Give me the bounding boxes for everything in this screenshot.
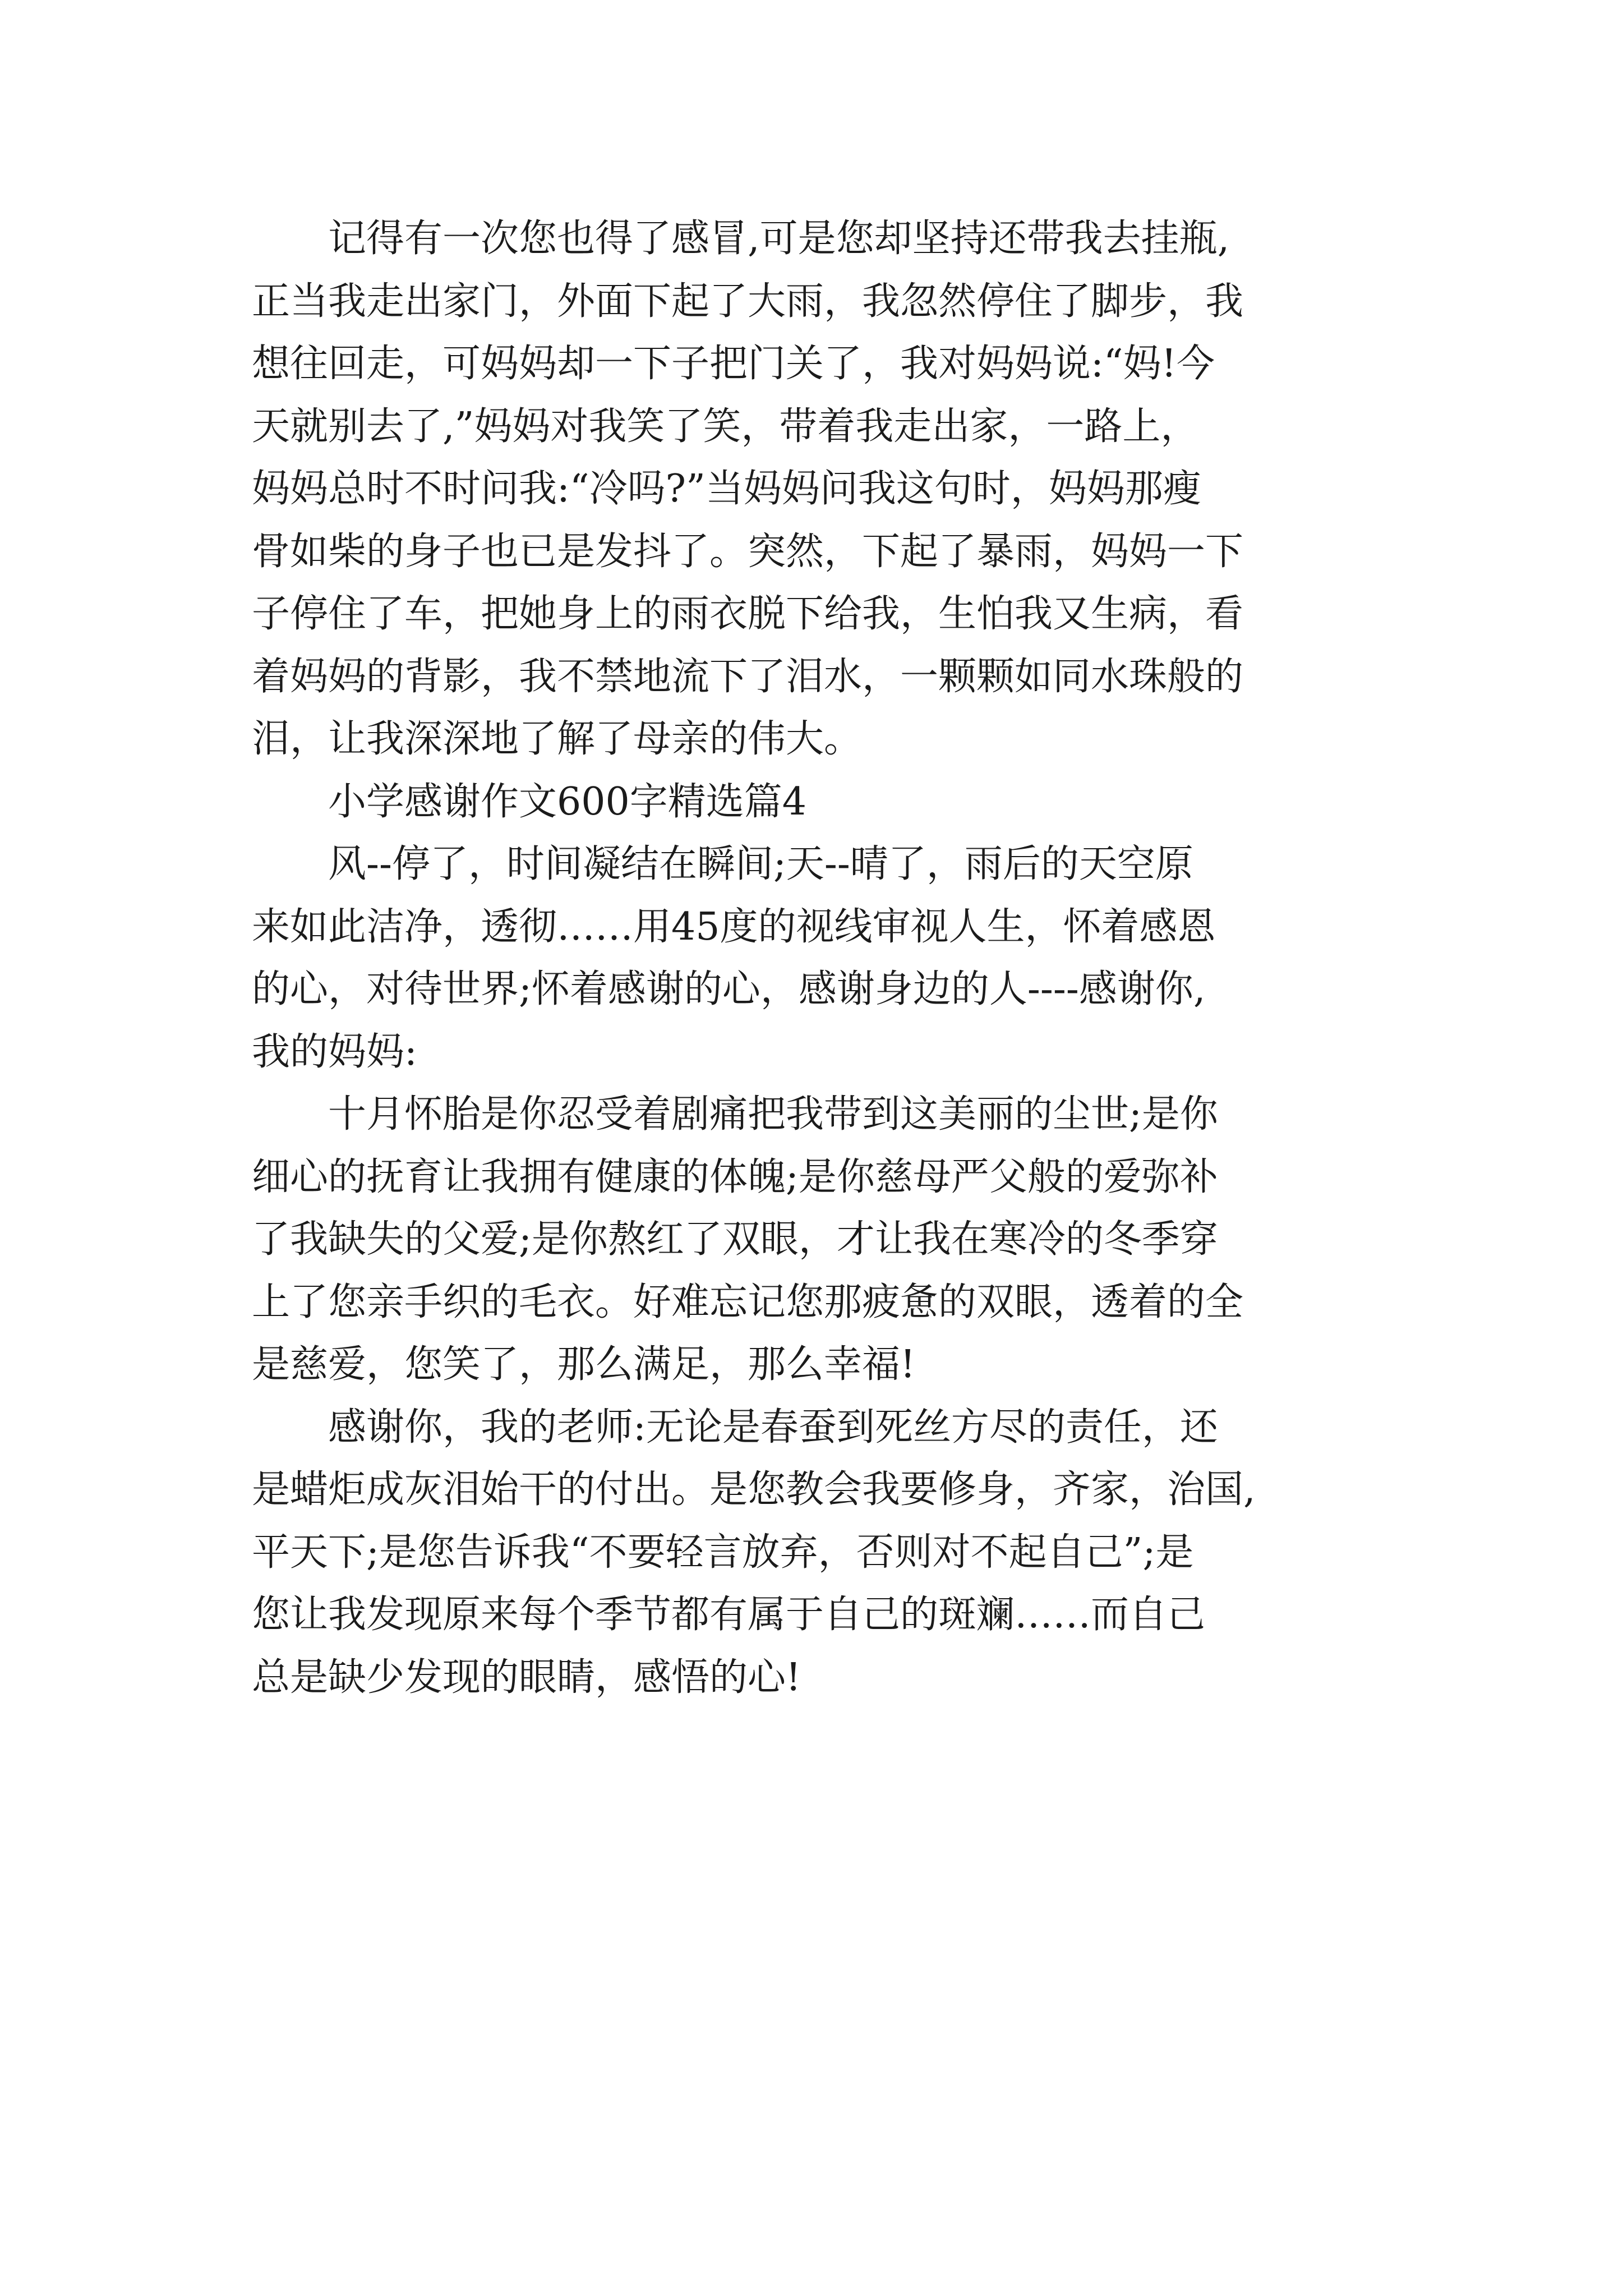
text-line: 天就别去了,”妈妈对我笑了笑，带着我走出家，一路上， (252, 404, 1199, 449)
section-heading: 小学感谢作文600字精选篇4 (328, 779, 807, 824)
text-line: 来如此洁净，透彻……用45度的视线审视人生，怀着感恩 (252, 904, 1216, 949)
text-line: 想往回走，可妈妈却一下子把门关了，我对妈妈说:“妈!今 (252, 342, 1215, 386)
text-line: 感谢你，我的老师:无论是春蚕到死丝方尽的责任，还 (328, 1405, 1218, 1450)
text-line: 风--停了，时间凝结在瞬间;天--晴了，雨后的天空原 (328, 842, 1193, 886)
text-line: 了我缺失的父爱;是你熬红了双眼，才让我在寒冷的冬季穿 (252, 1217, 1218, 1262)
text-line: 我的妈妈: (252, 1029, 417, 1074)
text-line: 正当我走出家门，外面下起了大雨，我忽然停住了脚步，我 (252, 279, 1244, 324)
text-line: 是慈爱，您笑了，那么满足，那么幸福! (252, 1342, 916, 1387)
text-line: 总是缺少发现的眼睛，感悟的心! (252, 1655, 801, 1700)
text-line: 是蜡炬成灰泪始干的付出。是您教会我要修身，齐家，治国, (252, 1467, 1256, 1512)
document-body (252, 208, 1427, 1709)
text-line: 十月怀胎是你忍受着剧痛把我带到这美丽的尘世;是你 (328, 1092, 1218, 1137)
text-line: 的心，对待世界;怀着感谢的心，感谢身边的人----感谢你, (252, 967, 1206, 1011)
text-line: 细心的抚育让我拥有健康的体魄;是你慈母严父般的爱弥补 (252, 1154, 1218, 1199)
text-line: 您让我发现原来每个季节都有属于自己的斑斓……而自己 (252, 1593, 1206, 1637)
text-line: 上了您亲手织的毛衣。好难忘记您那疲惫的双眼，透着的全 (252, 1280, 1244, 1324)
text-line: 泪，让我深深地了解了母亲的伟大。 (252, 717, 863, 761)
text-line: 妈妈总时不时问我:“冷吗?”当妈妈问我这句时，妈妈那瘦 (252, 467, 1201, 511)
text-line: 子停住了车，把她身上的雨衣脱下给我，生怕我又生病，看 (252, 592, 1244, 636)
text-line: 平天下;是您告诉我“不要轻言放弃，否则对不起自己”;是 (252, 1530, 1194, 1575)
text-line: 记得有一次您也得了感冒,可是您却坚持还带我去挂瓶, (328, 217, 1230, 261)
text-line: 着妈妈的背影，我不禁地流下了泪水，一颗颗如同水珠般的 (252, 654, 1244, 699)
text-line: 骨如柴的身子也已是发抖了。突然，下起了暴雨，妈妈一下 (252, 529, 1244, 574)
